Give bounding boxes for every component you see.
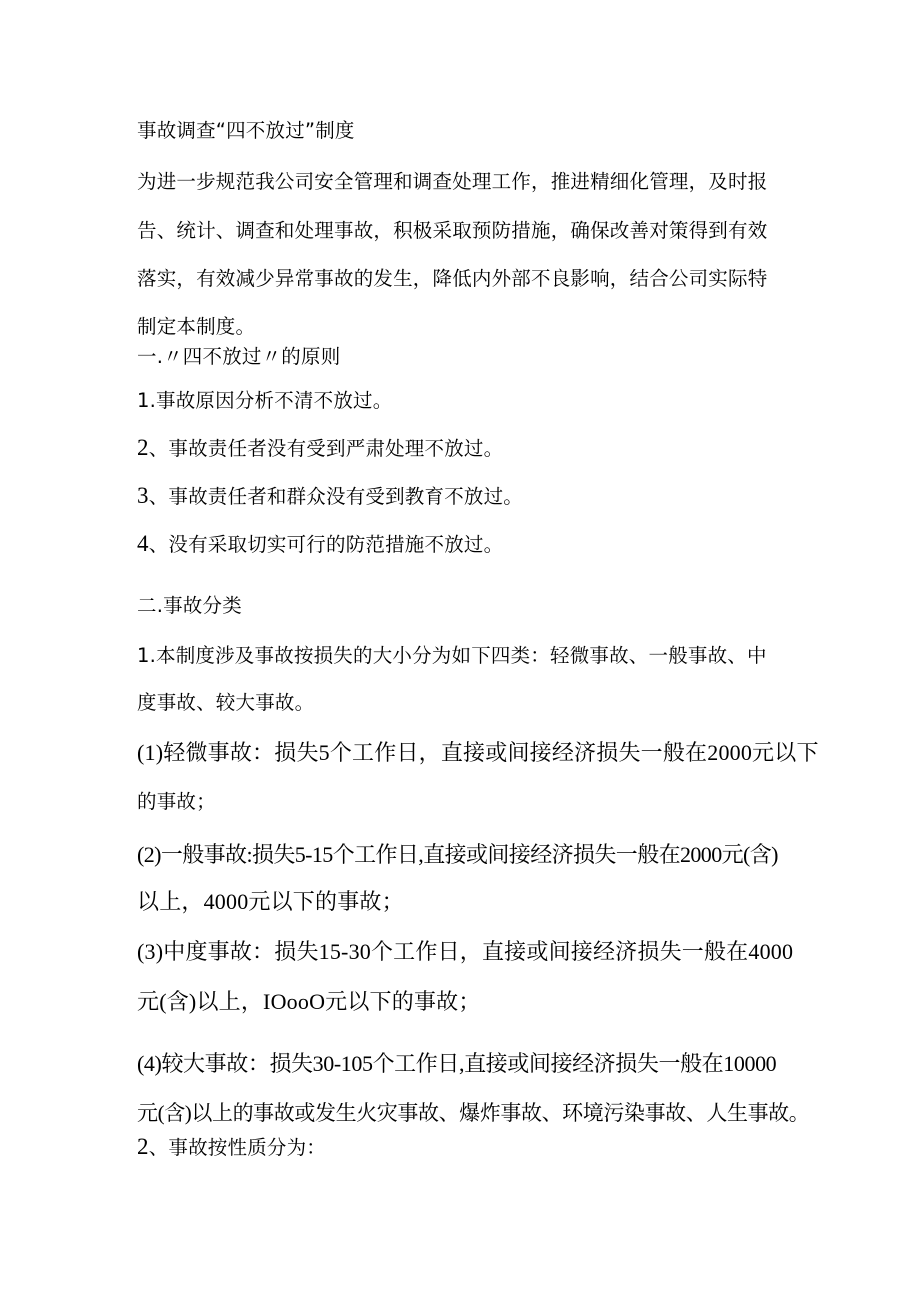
- intro-line-2: 告、统计、调查和处理事故，积极采取预防措施，确保改善对策得到有效: [137, 219, 768, 242]
- principle-item-1-number: 1.: [137, 389, 157, 412]
- category-2-line-1: (2)一般事故:损失5-15个工作日,直接或间接经济损失一般在2000元(含): [137, 842, 778, 867]
- principle-item-4-text: 、没有采取切实可行的防范措施不放过。: [148, 533, 504, 556]
- principle-item-4: [137, 532, 503, 557]
- principle-item-3: [137, 484, 523, 509]
- intro-line-3: 落实，有效减少异常事故的发生，降低内外部不良影响，结合公司实际特: [137, 267, 768, 290]
- category-3-line-1: (3)中度事故：损失15-30个工作日，直接或间接经济损失一般在4000: [137, 939, 794, 964]
- category-3-line-2: 元(含)以上，IOooO元以下的事故；: [137, 989, 481, 1014]
- category-1-line-1: (1)轻微事故：损失5个工作日，直接或间接经济损失一般在2000元以下: [137, 740, 819, 765]
- classification-item-2-text: 、事故按性质分为：: [148, 1136, 327, 1159]
- classification-line-2: 度事故、较大事故。: [137, 691, 315, 714]
- principle-item-3-text: 、事故责任者和群众没有受到教育不放过。: [148, 485, 524, 508]
- category-1-line-2: 的事故；: [137, 790, 216, 813]
- intro-line-1: 为进一步规范我公司安全管理和调查处理工作，推进精细化管理，及时报: [137, 170, 768, 193]
- principle-item-2-number: 2: [137, 435, 149, 460]
- document-title: 事故调查“四不放过”制度: [137, 119, 355, 142]
- principle-item-3-number: 3: [137, 483, 149, 508]
- principle-item-1-text: 事故原因分析不清不放过。: [156, 389, 393, 412]
- principle-item-2-text: 、事故责任者没有受到严肃处理不放过。: [148, 437, 504, 460]
- section-2-heading: 二.事故分类: [137, 594, 242, 617]
- classification-line-1: 1.本制度涉及事故按损失的大小分为如下四类：轻微事故、一般事故、中: [137, 644, 767, 667]
- category-2-line-2: 以上，4000元以下的事故；: [137, 889, 404, 914]
- classification-item-2-number: 2: [137, 1134, 149, 1159]
- category-4-line-1: (4)较大事故：损失30-105个工作日,直接或间接经济损失一般在10000: [137, 1051, 777, 1076]
- intro-line-4: 制定本制度。: [137, 315, 256, 338]
- principle-item-2: [137, 436, 503, 461]
- classification-item-2: [137, 1135, 326, 1160]
- principle-item-1: [137, 389, 392, 413]
- section-1-heading: 一.〃四不放过〃的原则: [137, 345, 341, 368]
- principle-item-4-number: 4: [137, 531, 149, 556]
- category-4-line-2: 元(含)以上的事故或发生火灾事故、爆炸事故、环境污染事故、人生事故。: [137, 1101, 810, 1125]
